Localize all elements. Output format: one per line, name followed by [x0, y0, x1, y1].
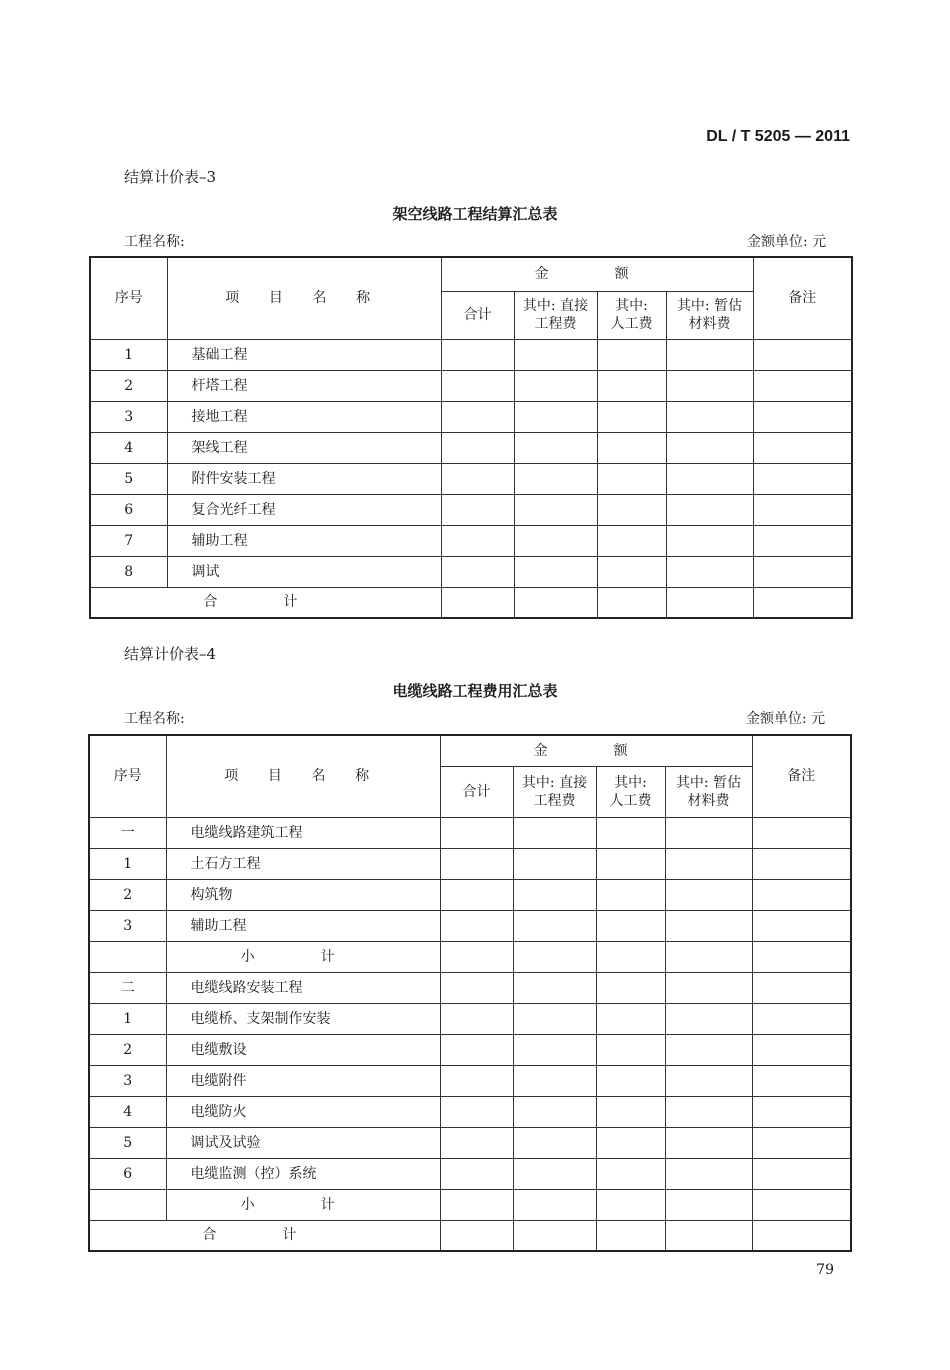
cell-material: [665, 910, 752, 941]
header-labor-cost: 其中: 人工费: [597, 291, 666, 339]
cell-labor: [597, 432, 666, 463]
cell-material: [665, 941, 752, 972]
cell-remark: [752, 879, 851, 910]
cell-remark: [753, 525, 852, 556]
cell-total: [441, 401, 514, 432]
header-seq: 序号: [89, 735, 166, 817]
table-row: [90, 401, 852, 432]
subtotal-row: [89, 1189, 851, 1220]
cell-material: [666, 463, 753, 494]
cell-material: [665, 1065, 752, 1096]
subtotal-label: 小 计: [166, 1189, 440, 1220]
row-seq: 3: [89, 910, 166, 941]
row-name: 土石方工程: [166, 848, 440, 879]
table-row: [90, 463, 852, 494]
cell-direct: [513, 1158, 596, 1189]
cell-direct: [513, 1096, 596, 1127]
header-total: 合计: [441, 291, 514, 339]
table-row: [90, 370, 852, 401]
row-name: 构筑物: [166, 879, 440, 910]
cell-remark: [752, 817, 851, 848]
cell-direct: [513, 1127, 596, 1158]
cell-labor: [596, 1158, 665, 1189]
table-row: [89, 910, 851, 941]
cell-remark: [752, 1220, 851, 1251]
row-seq: 4: [89, 1096, 166, 1127]
cell-total: [440, 1158, 513, 1189]
table3-project-name-label: 工程名称:: [124, 234, 185, 250]
row-seq: 二: [89, 972, 166, 1003]
row-seq: 1: [89, 848, 166, 879]
row-name: 架线工程: [167, 432, 441, 463]
header-remark: 备注: [752, 735, 851, 817]
cell-labor: [596, 1220, 665, 1251]
cell-direct: [514, 556, 597, 587]
cell-remark: [753, 463, 852, 494]
form-label-3: 结算计价表–3: [124, 168, 217, 186]
cable-line-summary-table: [88, 734, 852, 1252]
row-seq: 3: [89, 1065, 166, 1096]
cell-total: [440, 910, 513, 941]
cell-remark: [753, 587, 852, 618]
cell-direct: [513, 1003, 596, 1034]
table-row: [89, 1065, 851, 1096]
cell-material: [665, 1158, 752, 1189]
total-row: [90, 587, 852, 618]
row-name: 电缆防火: [166, 1096, 440, 1127]
cell-total: [441, 587, 514, 618]
cell-remark: [752, 1158, 851, 1189]
cell-remark: [753, 339, 852, 370]
header-seq: 序号: [90, 257, 167, 339]
cell-direct: [514, 432, 597, 463]
cell-remark: [753, 556, 852, 587]
header-direct-cost: 其中: 直接 工程费: [513, 766, 596, 817]
cell-total: [441, 370, 514, 401]
row-name: 电缆监测（控）系统: [166, 1158, 440, 1189]
cell-labor: [596, 817, 665, 848]
cell-remark: [752, 941, 851, 972]
table-row: [89, 1127, 851, 1158]
row-seq: 5: [90, 463, 167, 494]
cell-remark: [752, 1034, 851, 1065]
cell-total: [440, 879, 513, 910]
form-label-4: 结算计价表–4: [124, 645, 217, 663]
cell-labor: [596, 1127, 665, 1158]
cell-labor: [597, 494, 666, 525]
cell-labor: [597, 339, 666, 370]
cell-labor: [597, 556, 666, 587]
row-seq: 2: [90, 370, 167, 401]
cell-labor: [596, 910, 665, 941]
cell-remark: [752, 1065, 851, 1096]
header-item-name: 项 目 名 称: [166, 735, 440, 817]
cell-remark: [752, 1003, 851, 1034]
table-row: [89, 1034, 851, 1065]
header-item-name: 项 目 名 称: [167, 257, 441, 339]
cell-material: [665, 1220, 752, 1251]
table-row: [90, 525, 852, 556]
row-seq: 4: [90, 432, 167, 463]
cell-labor: [596, 1096, 665, 1127]
cell-direct: [513, 1189, 596, 1220]
row-name: 电缆附件: [166, 1065, 440, 1096]
cell-material: [666, 556, 753, 587]
cell-direct: [514, 339, 597, 370]
cell-direct: [514, 463, 597, 494]
cell-remark: [752, 848, 851, 879]
cell-material: [665, 879, 752, 910]
table-row: [89, 817, 851, 848]
row-name: 辅助工程: [166, 910, 440, 941]
row-name: 附件安装工程: [167, 463, 441, 494]
cell-direct: [513, 1220, 596, 1251]
row-seq: 6: [89, 1158, 166, 1189]
total-row: [89, 1220, 851, 1251]
header-material-cost: 其中: 暂估 材料费: [666, 291, 753, 339]
cell-material: [666, 587, 753, 618]
cell-labor: [597, 587, 666, 618]
cell-remark: [753, 401, 852, 432]
cell-total: [440, 1189, 513, 1220]
row-name: 调试及试验: [166, 1127, 440, 1158]
cell-remark: [752, 1127, 851, 1158]
cell-remark: [752, 910, 851, 941]
cell-direct: [513, 1065, 596, 1096]
cell-total: [441, 494, 514, 525]
cell-total: [440, 1003, 513, 1034]
cell-total: [441, 556, 514, 587]
cell-material: [666, 370, 753, 401]
cell-total: [440, 1220, 513, 1251]
cell-labor: [596, 879, 665, 910]
table3-title: 架空线路工程结算汇总表: [392, 205, 558, 223]
cell-total: [441, 463, 514, 494]
row-seq: 2: [89, 879, 166, 910]
cell-material: [665, 817, 752, 848]
cell-total: [440, 1065, 513, 1096]
cell-labor: [596, 1189, 665, 1220]
table3-unit-label: 金额单位: 元: [747, 234, 827, 250]
cell-direct: [514, 401, 597, 432]
cell-labor: [597, 401, 666, 432]
cell-direct: [513, 848, 596, 879]
cell-material: [665, 1096, 752, 1127]
row-seq: 8: [90, 556, 167, 587]
row-seq: 2: [89, 1034, 166, 1065]
row-name: 调试: [167, 556, 441, 587]
cell-material: [666, 339, 753, 370]
cell-labor: [596, 941, 665, 972]
table-row: [90, 556, 852, 587]
cell-total: [441, 525, 514, 556]
cell-remark: [752, 1189, 851, 1220]
cell-direct: [514, 587, 597, 618]
cell-direct: [513, 879, 596, 910]
row-seq: 5: [89, 1127, 166, 1158]
table-row: [89, 879, 851, 910]
header-total: 合计: [440, 766, 513, 817]
cell-total: [441, 339, 514, 370]
cell-total: [440, 848, 513, 879]
cell-labor: [597, 525, 666, 556]
cell-remark: [753, 370, 852, 401]
row-name: 电缆线路建筑工程: [166, 817, 440, 848]
header-material-cost: 其中: 暂估 材料费: [665, 766, 752, 817]
cell-material: [665, 1003, 752, 1034]
cell-total: [440, 817, 513, 848]
cell-remark: [752, 1096, 851, 1127]
cell-direct: [513, 941, 596, 972]
cell-material: [666, 401, 753, 432]
table-row: [90, 432, 852, 463]
row-name: 辅助工程: [167, 525, 441, 556]
cell-total: [441, 432, 514, 463]
cell-direct: [514, 494, 597, 525]
cell-total: [440, 1096, 513, 1127]
cell-material: [665, 848, 752, 879]
cell-direct: [513, 817, 596, 848]
cell-labor: [597, 370, 666, 401]
cell-material: [665, 972, 752, 1003]
cell-labor: [596, 1003, 665, 1034]
page-number: 79: [816, 1262, 834, 1278]
cell-direct: [513, 1034, 596, 1065]
cell-labor: [596, 1034, 665, 1065]
row-name: 电缆敷设: [166, 1034, 440, 1065]
row-seq: [89, 941, 166, 972]
cell-material: [666, 525, 753, 556]
standard-number: DL / T 5205 — 2011: [706, 128, 850, 145]
cell-total: [440, 972, 513, 1003]
row-seq: 3: [90, 401, 167, 432]
row-seq: 1: [89, 1003, 166, 1034]
table-row: [89, 972, 851, 1003]
cell-material: [666, 432, 753, 463]
cell-total: [440, 1127, 513, 1158]
table-row: [89, 848, 851, 879]
cell-labor: [596, 1065, 665, 1096]
cell-direct: [513, 972, 596, 1003]
table4-project-name-label: 工程名称:: [124, 711, 185, 727]
row-name: 接地工程: [167, 401, 441, 432]
cell-labor: [597, 463, 666, 494]
subtotal-label: 小 计: [166, 941, 440, 972]
cell-remark: [752, 972, 851, 1003]
header-amount: 金 额: [441, 257, 753, 291]
row-name: 复合光纤工程: [167, 494, 441, 525]
header-labor-cost: 其中: 人工费: [596, 766, 665, 817]
cell-remark: [753, 494, 852, 525]
header-direct-cost: 其中: 直接 工程费: [514, 291, 597, 339]
table-row: [89, 1003, 851, 1034]
row-name: 电缆桥、支架制作安装: [166, 1003, 440, 1034]
table-row: [90, 339, 852, 370]
cell-total: [440, 1034, 513, 1065]
header-amount: 金 额: [440, 735, 752, 766]
row-seq: [89, 1189, 166, 1220]
cell-material: [665, 1189, 752, 1220]
overhead-line-summary-table: [89, 256, 853, 619]
row-name: 杆塔工程: [167, 370, 441, 401]
subtotal-row: [89, 941, 851, 972]
cell-remark: [753, 432, 852, 463]
cell-direct: [513, 910, 596, 941]
header-remark: 备注: [753, 257, 852, 339]
row-seq: 6: [90, 494, 167, 525]
cell-material: [666, 494, 753, 525]
total-label: 合 计: [89, 1220, 440, 1251]
row-name: 基础工程: [167, 339, 441, 370]
table4-title: 电缆线路工程费用汇总表: [392, 682, 558, 700]
table4-unit-label: 金额单位: 元: [746, 711, 826, 727]
cell-labor: [596, 972, 665, 1003]
cell-material: [665, 1127, 752, 1158]
total-label: 合 计: [90, 587, 441, 618]
cell-labor: [596, 848, 665, 879]
row-name: 电缆线路安装工程: [166, 972, 440, 1003]
row-seq: 一: [89, 817, 166, 848]
table-row: [89, 1096, 851, 1127]
table-row: [89, 1158, 851, 1189]
cell-direct: [514, 370, 597, 401]
cell-direct: [514, 525, 597, 556]
cell-total: [440, 941, 513, 972]
cell-material: [665, 1034, 752, 1065]
row-seq: 7: [90, 525, 167, 556]
table-row: [90, 494, 852, 525]
row-seq: 1: [90, 339, 167, 370]
